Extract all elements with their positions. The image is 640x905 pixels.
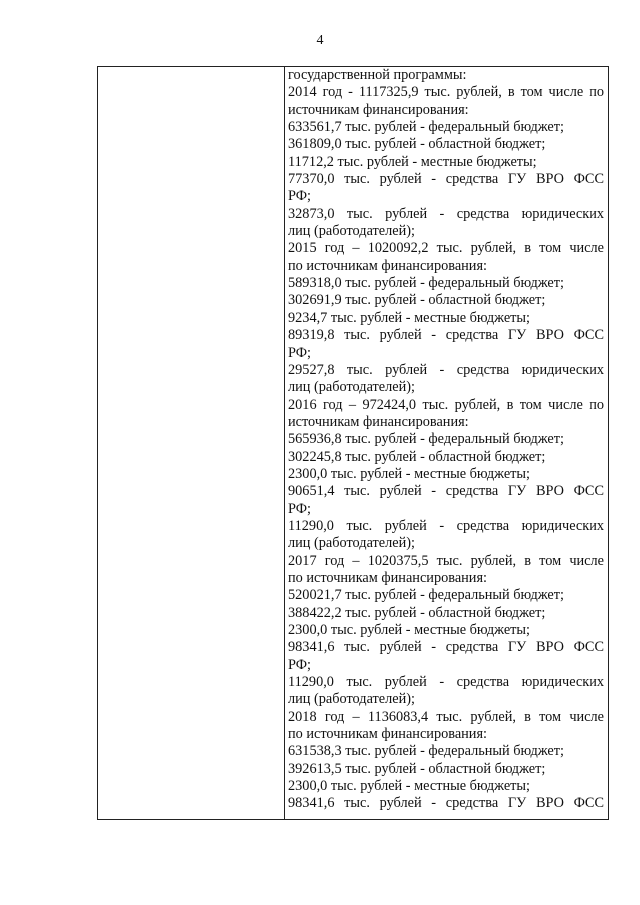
text-line: 11290,0 тыс. рублей - средства юридических xyxy=(288,674,604,691)
text-line: 2300,0 тыс. рублей - местные бюджеты; xyxy=(288,622,530,638)
text-line: 633561,7 тыс. рублей - федеральный бюджет; xyxy=(288,119,564,136)
text-line: РФ; xyxy=(288,344,311,361)
text-line: 2015 год – 1020092,2 тыс. рублей, в том числе xyxy=(288,240,604,257)
text-line: по источникам финансирования: xyxy=(288,726,488,743)
text-line: 388422,2 тыс. рублей - областной бюджет; xyxy=(288,604,546,621)
text-line: РФ; xyxy=(288,188,311,205)
text-line: 90651,4 тыс. рублей - средства ГУ ВРО ФСС xyxy=(288,483,604,500)
text-line: лиц (работодателей); xyxy=(288,379,416,396)
text-line: РФ; xyxy=(288,500,311,517)
text-line: государственной программы: xyxy=(288,67,467,83)
text-line: лиц (работодателей); xyxy=(288,223,416,240)
text-line: 2016 год – 972424,0 тыс. рублей, в том числе по xyxy=(288,396,604,413)
text-line: источникам финансирования: xyxy=(288,101,469,118)
text-line: лиц (работодателей); xyxy=(288,691,416,708)
text-line: по источникам финансирования: xyxy=(288,569,488,586)
text-line: 89319,8 тыс. рублей - средства ГУ ВРО ФСС xyxy=(288,327,604,344)
text-line: источникам финансирования: xyxy=(288,413,469,430)
funding-table xyxy=(97,66,609,820)
text-line: 2017 год – 1020375,5 тыс. рублей, в том числе xyxy=(288,552,604,569)
text-line: 631538,3 тыс. рублей - федеральный бюджет; xyxy=(288,743,564,760)
text-line: 2300,0 тыс. рублей - местные бюджеты; xyxy=(288,778,530,795)
text-line: 565936,8 тыс. рублей - федеральный бюджет; xyxy=(288,431,564,448)
page-number: 4 xyxy=(316,33,324,48)
text-line: 32873,0 тыс. рублей - средства юридических xyxy=(288,205,604,222)
table-label-cell xyxy=(98,67,285,819)
text-line: 302245,8 тыс. рублей - областной бюджет; xyxy=(288,448,546,465)
text-line: 392613,5 тыс. рублей - областной бюджет; xyxy=(288,760,546,777)
text-line: 29527,8 тыс. рублей - средства юридических xyxy=(288,361,604,378)
table-value-cell xyxy=(285,67,608,813)
text-line: 520021,7 тыс. рублей - федеральный бюджет; xyxy=(288,587,564,604)
text-line: 2014 год - 1117325,9 тыс. рублей, в том числе по xyxy=(288,84,604,101)
text-line: 11712,2 тыс. рублей - местные бюджеты; xyxy=(288,153,537,170)
text-line: 9234,7 тыс. рублей - местные бюджеты; xyxy=(288,309,530,326)
text-line: 98341,6 тыс. рублей - средства ГУ ВРО ФСС xyxy=(288,795,604,812)
text-line: 98341,6 тыс. рублей - средства ГУ ВРО ФСС xyxy=(288,639,604,656)
text-line: 11290,0 тыс. рублей - средства юридических xyxy=(288,517,604,534)
text-line: 77370,0 тыс. рублей - средства ГУ ВРО ФСС xyxy=(288,171,604,188)
text-line: 589318,0 тыс. рублей - федеральный бюджет; xyxy=(288,275,564,292)
text-line: по источникам финансирования: xyxy=(288,257,488,274)
text-line: 2300,0 тыс. рублей - местные бюджеты; xyxy=(288,465,530,482)
text-line: РФ; xyxy=(288,656,311,673)
text-line: 302691,9 тыс. рублей - областной бюджет; xyxy=(288,292,546,309)
text-line: лиц (работодателей); xyxy=(288,535,416,552)
text-line: 361809,0 тыс. рублей - областной бюджет; xyxy=(288,136,546,153)
text-line: 2018 год – 1136083,4 тыс. рублей, в том числе xyxy=(288,708,604,725)
